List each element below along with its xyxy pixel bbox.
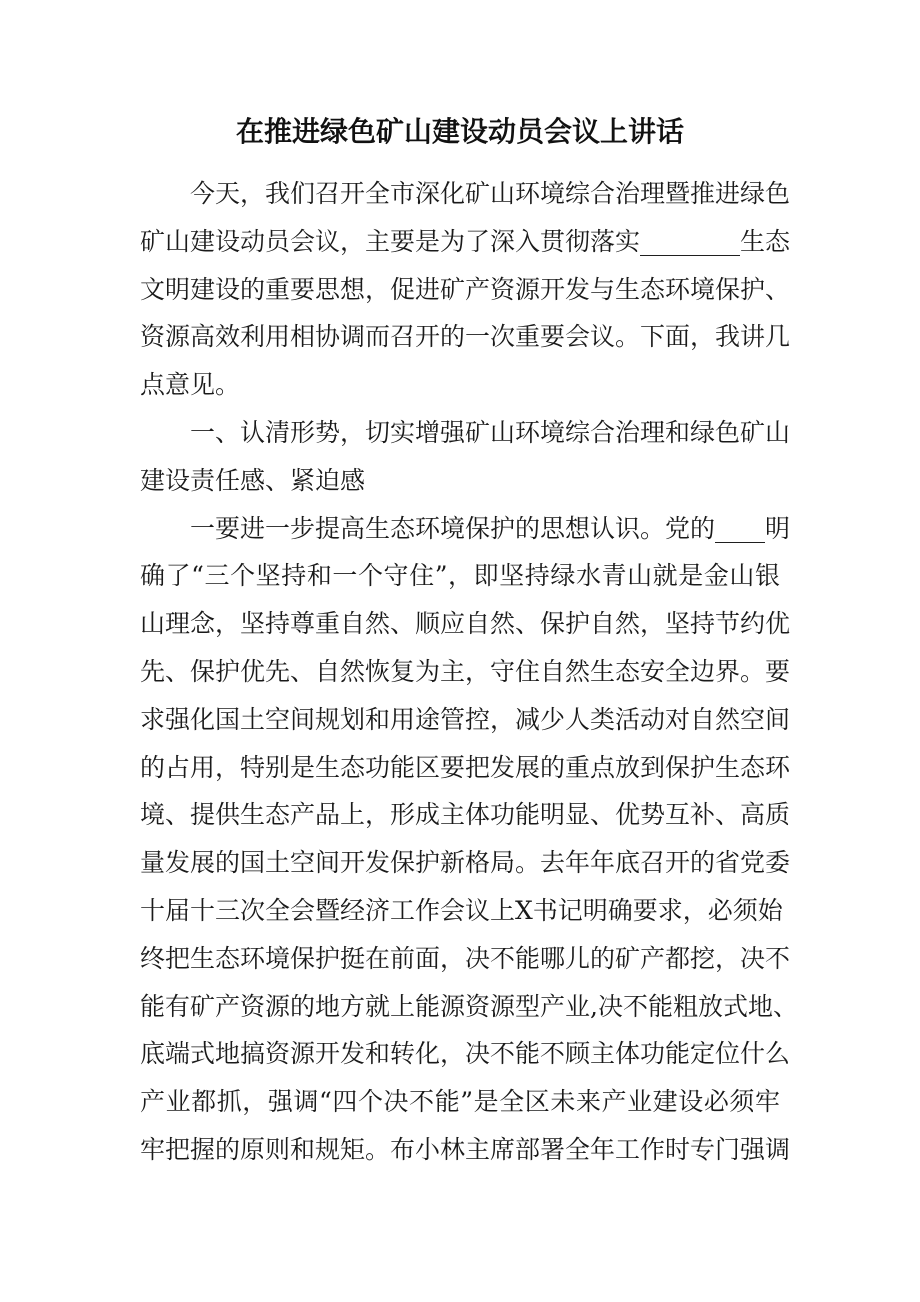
paragraph-intro: [140, 170, 791, 409]
paragraph-point-one: [140, 505, 798, 1174]
text-line: 确了“三个坚持和一个守住”，即坚持绿水青山就是金山银: [140, 561, 780, 591]
text-line: 的占用，特别是生态功能区要把发展的重点放到保护生态环: [140, 752, 791, 782]
text-line: 一要进一步提高生态环境保护的思想认识。党的____明: [190, 513, 791, 543]
text-line: 十届十三次全会暨经济工作会议上X书记明确要求，必须始: [140, 895, 783, 925]
text-line: 山理念，坚持尊重自然、顺应自然、保护自然，坚持节约优: [140, 609, 791, 639]
text-line: 境、提供生态产品上，形成主体功能明显、优势互补、高质: [140, 800, 791, 830]
text-line: 求强化国土空间规划和用途管控，减少人类活动对自然空间: [140, 704, 791, 734]
text-line: 文明建设的重要思想，促进矿产资源开发与生态环境保护、: [140, 274, 791, 304]
section-heading-line: 一、认清形势，切实增强矿山环境综合治理和绿色矿山: [190, 417, 791, 447]
text-line: 资源高效利用相协调而召开的一次重要会议。下面，我讲几: [140, 322, 791, 352]
text-line: 先、保护优先、自然恢复为主，守住自然生态安全边界。要: [140, 656, 791, 686]
text-line: 终把生态环境保护挺在前面，决不能哪儿的矿产都挖，决不: [140, 943, 791, 973]
text-line: 点意见。: [140, 370, 241, 400]
text-line: 矿山建设动员会议，主要是为了深入贯彻落实________生态: [140, 226, 791, 256]
document-body: [140, 170, 798, 1174]
text-line: 能有矿产资源的地方就上能源资源型产业,决不能粗放式地、: [140, 991, 798, 1021]
paragraph-section-heading: [140, 409, 791, 505]
text-line: 牢把握的原则和规矩。布小林主席部署全年工作时专门强调: [140, 1134, 791, 1164]
text-line: 量发展的国土空间开发保护新格局。去年年底召开的省党委: [140, 848, 791, 878]
text-line: 底端式地搞资源开发和转化，决不能不顾主体功能定位什么: [140, 1039, 791, 1069]
text-line: 产业都抓，强调“四个决不能”是全区未来产业建设必须牢: [140, 1087, 780, 1117]
section-heading-line: 建设责任感、紧迫感: [140, 465, 366, 495]
document-title: 在推进绿色矿山建设动员会议上讲话: [235, 115, 684, 148]
text-line: 今天，我们召开全市深化矿山环境综合治理暨推进绿色: [190, 179, 791, 208]
